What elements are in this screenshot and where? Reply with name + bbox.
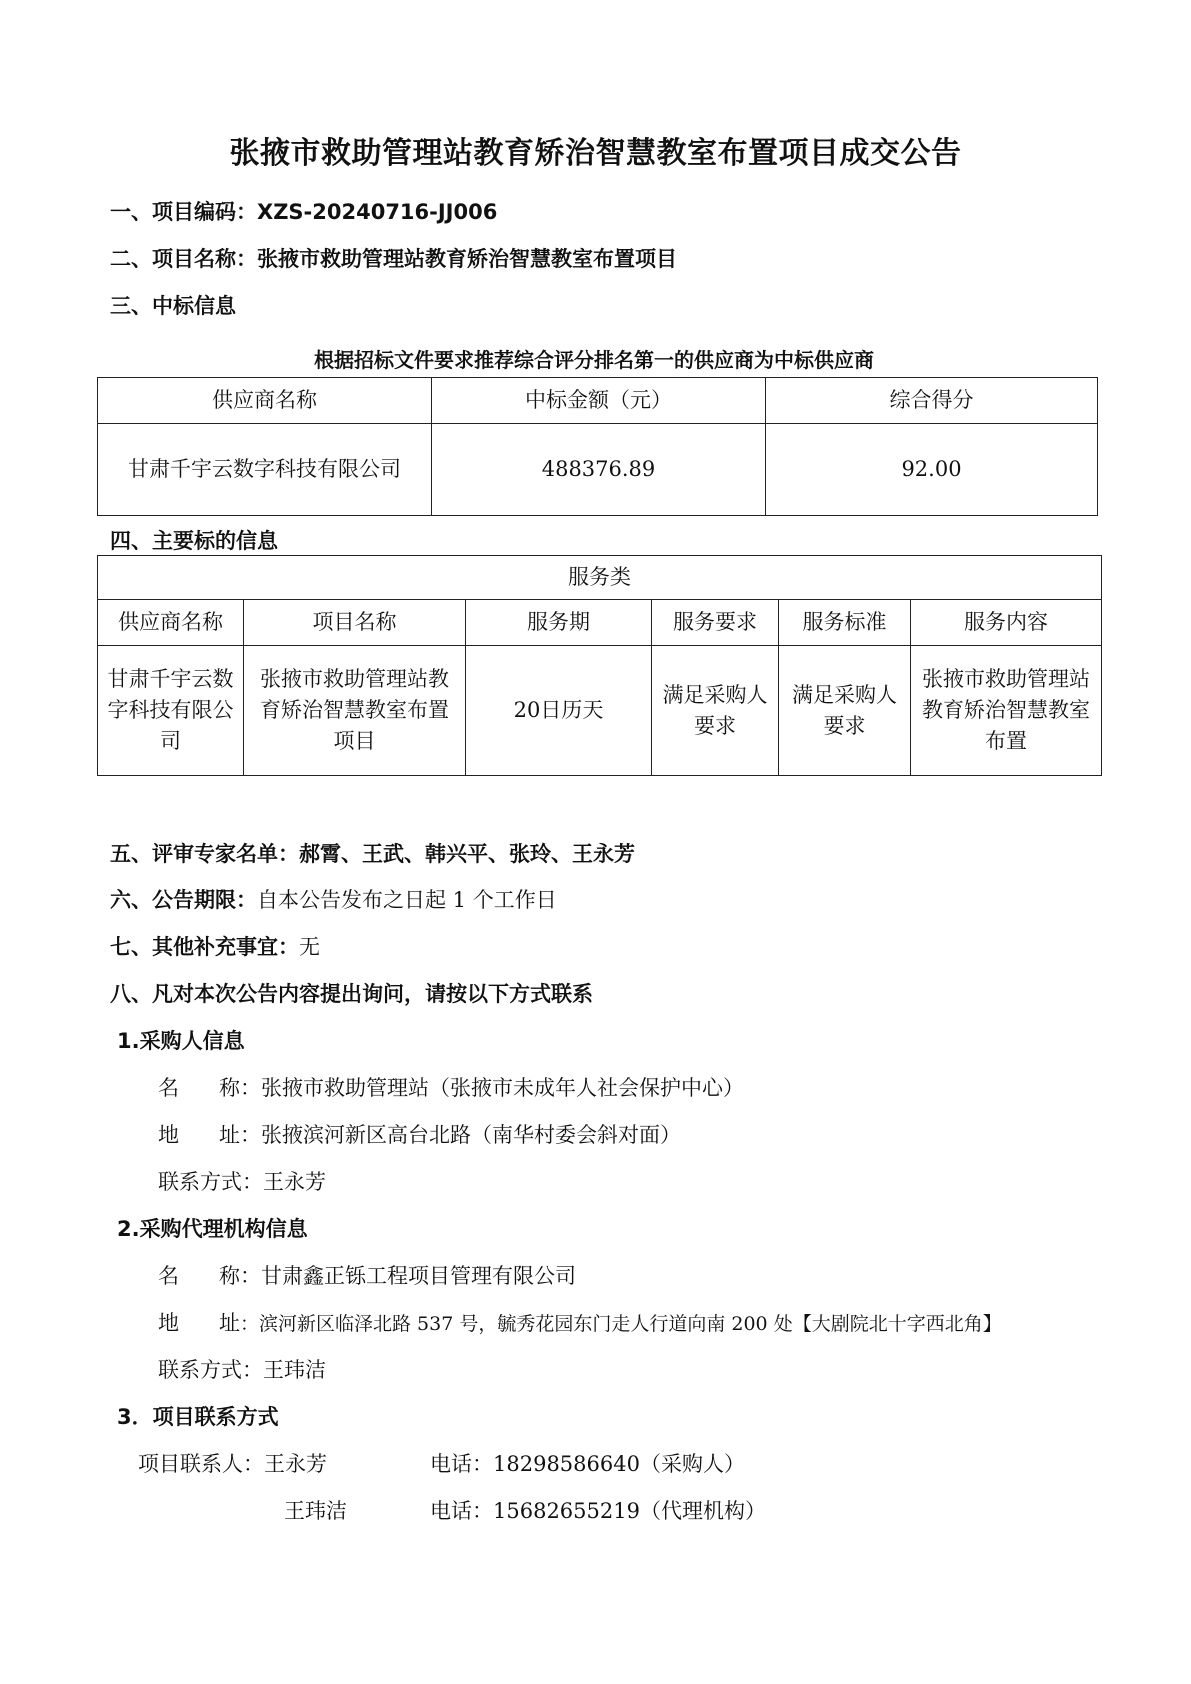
experts-value: 郝霄、王武、韩兴平、张玲、王永芳 xyxy=(299,842,635,866)
award-header-supplier: 供应商名称 xyxy=(98,378,432,424)
agency-address-line xyxy=(158,1307,1002,1337)
period-line xyxy=(110,884,557,914)
section-award-heading: 三、中标信息 xyxy=(110,294,236,318)
period-value: 自本公告发布之日起 1 个工作日 xyxy=(257,888,557,912)
project-code-value: XZS-20240716-JJ006 xyxy=(257,200,498,224)
project-contact-phone-2: 电话：15682655219（代理机构） xyxy=(430,1499,766,1523)
project-code-label: 一、项目编码： xyxy=(110,200,257,224)
purchaser-name-line xyxy=(158,1072,744,1102)
award-table-row xyxy=(98,424,1098,516)
lot-table-row xyxy=(98,646,1102,776)
other-value: 无 xyxy=(299,935,320,959)
lot-header-supplier: 供应商名称 xyxy=(98,600,244,646)
agency-contact-label: 联系方式： xyxy=(158,1358,263,1382)
lot-requirement-cell: 满足采购人要求 xyxy=(652,646,779,776)
other-line xyxy=(110,931,320,961)
project-name-line xyxy=(110,243,677,273)
lot-header-requirement: 服务要求 xyxy=(652,600,779,646)
award-supplier-cell: 甘肃千宇云数字科技有限公司 xyxy=(98,424,432,516)
award-header-amount: 中标金额（元） xyxy=(432,378,766,424)
award-table-header-row xyxy=(98,378,1098,424)
lot-header-project: 项目名称 xyxy=(244,600,466,646)
purchaser-address-line xyxy=(158,1119,681,1149)
award-header-score: 综合得分 xyxy=(766,378,1098,424)
agency-address-label: 地址 xyxy=(158,1311,240,1335)
lot-header-standard: 服务标准 xyxy=(779,600,911,646)
project-contact-line-1 xyxy=(138,1448,327,1478)
award-amount-cell: 488376.89 xyxy=(432,424,766,516)
purchaser-heading: 1.采购人信息 xyxy=(117,1029,245,1053)
project-contact-person-1: 王永芳 xyxy=(264,1452,327,1476)
project-contact-heading: 3．项目联系方式 xyxy=(117,1405,279,1429)
award-table xyxy=(97,377,1098,516)
other-label: 七、其他补充事宜： xyxy=(110,935,299,959)
lot-header-content: 服务内容 xyxy=(911,600,1102,646)
agency-name-label: 名称 xyxy=(158,1264,240,1288)
project-name-label: 二、项目名称： xyxy=(110,247,257,271)
agency-name-value: ：甘肃鑫正铄工程项目管理有限公司 xyxy=(240,1264,576,1288)
purchaser-name-label: 名称 xyxy=(158,1076,240,1100)
lot-table-header-row xyxy=(98,600,1102,646)
lot-category-row xyxy=(98,556,1102,600)
lot-header-period: 服务期 xyxy=(466,600,652,646)
project-code-line xyxy=(110,196,497,226)
contact-heading: 八、凡对本次公告内容提出询问，请按以下方式联系 xyxy=(110,982,593,1006)
agency-heading: 2.采购代理机构信息 xyxy=(117,1217,308,1241)
agency-contact-line xyxy=(158,1354,326,1384)
purchaser-contact-label: 联系方式： xyxy=(158,1170,263,1194)
lot-supplier-cell: 甘肃千宇云数字科技有限公司 xyxy=(98,646,244,776)
purchaser-contact-line xyxy=(158,1166,326,1196)
lot-content-cell: 张掖市救助管理站教育矫治智慧教室布置 xyxy=(911,646,1102,776)
document-title: 张掖市救助管理站教育矫治智慧教室布置项目成交公告 xyxy=(229,136,962,171)
purchaser-address-label: 地址 xyxy=(158,1123,240,1147)
project-contact-person-2: 王玮洁 xyxy=(284,1499,347,1523)
lot-project-cell: 张掖市救助管理站教育矫治智慧教室布置项目 xyxy=(244,646,466,776)
project-contact-label: 项目联系人： xyxy=(138,1452,264,1476)
project-contact-phone-1: 电话：18298586640（采购人） xyxy=(430,1452,745,1476)
lot-period-cell: 20日历天 xyxy=(466,646,652,776)
experts-label: 五、评审专家名单： xyxy=(110,842,299,866)
agency-name-line xyxy=(158,1260,576,1290)
section-lot-heading: 四、主要标的信息 xyxy=(110,529,278,553)
award-score-cell: 92.00 xyxy=(766,424,1098,516)
agency-contact-value: 王玮洁 xyxy=(263,1358,326,1382)
experts-line xyxy=(110,838,635,868)
project-name-value: 张掖市救助管理站教育矫治智慧教室布置项目 xyxy=(257,247,677,271)
award-caption: 根据招标文件要求推荐综合评分排名第一的供应商为中标供应商 xyxy=(314,348,874,372)
agency-address-value: ：滨河新区临泽北路 537 号，毓秀花园东门走人行道向南 200 处【大剧院北十字西北角】 xyxy=(240,1313,1002,1335)
purchaser-name-value: ：张掖市救助管理站（张掖市未成年人社会保护中心） xyxy=(240,1076,744,1100)
lot-category-cell: 服务类 xyxy=(98,556,1102,600)
lot-table xyxy=(97,555,1102,776)
purchaser-address-value: ：张掖滨河新区高台北路（南华村委会斜对面） xyxy=(240,1123,681,1147)
period-label: 六、公告期限： xyxy=(110,888,257,912)
purchaser-contact-value: 王永芳 xyxy=(263,1170,326,1194)
lot-standard-cell: 满足采购人要求 xyxy=(779,646,911,776)
